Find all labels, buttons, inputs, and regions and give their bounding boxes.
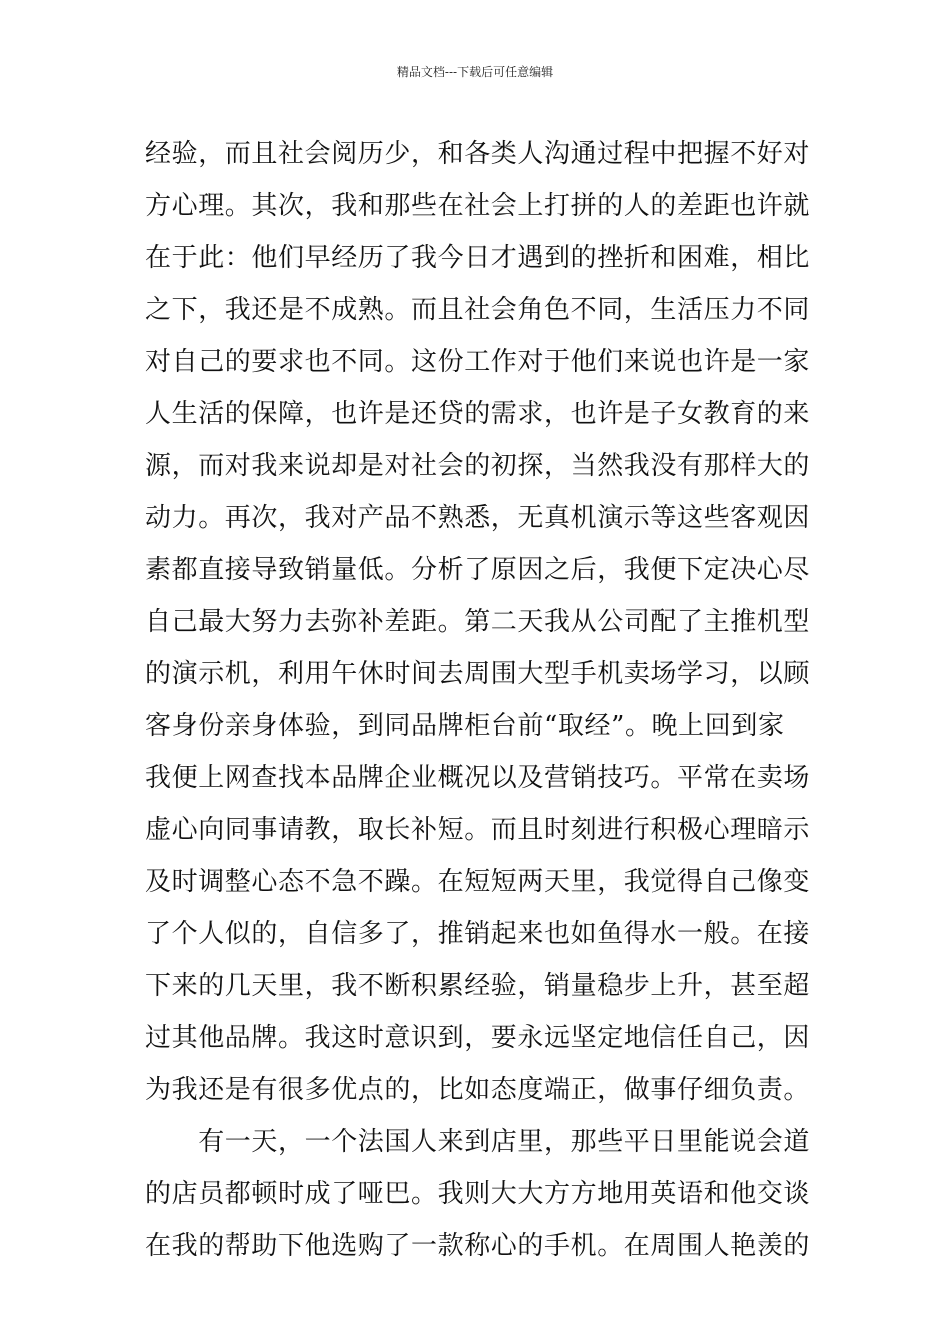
text-line: 在我的帮助下他选购了一款称心的手机。在周围人艳羡的 xyxy=(145,1231,811,1261)
text-line: 人生活的保障，也许是还贷的需求，也许是子女教育的来 xyxy=(145,399,811,429)
document-body xyxy=(145,128,810,1272)
text-line: 有一天，一个法国人来到店里，那些平日里能说会道 xyxy=(145,1127,811,1157)
text-line: 的演示机，利用午休时间去周围大型手机卖场学习，以顾 xyxy=(145,659,811,689)
text-line: 我便上网查找本品牌企业概况以及营销技巧。平常在卖场 xyxy=(145,763,811,793)
text-line: 及时调整心态不急不躁。在短短两天里，我觉得自己像变 xyxy=(145,867,811,897)
text-line: 源，而对我来说却是对社会的初探，当然我没有那样大的 xyxy=(145,451,811,481)
text-line: 之下，我还是不成熟。而且社会角色不同，生活压力不同 xyxy=(145,295,811,325)
page-header: 精品文档---下载后可任意编辑 xyxy=(396,65,554,79)
text-line: 方心理。其次，我和那些在社会上打拼的人的差距也许就 xyxy=(145,191,811,221)
text-line: 经验，而且社会阅历少，和各类人沟通过程中把握不好对 xyxy=(145,139,811,169)
text-line: 为我还是有很多优点的，比如态度端正，做事仔细负责。 xyxy=(145,1075,811,1105)
text-line: 了个人似的，自信多了，推销起来也如鱼得水一般。在接 xyxy=(145,919,811,949)
text-line: 过其他品牌。我这时意识到，要永远坚定地信任自己，因 xyxy=(145,1023,811,1053)
text-line: 的店员都顿时成了哑巴。我则大大方方地用英语和他交谈 xyxy=(145,1179,811,1209)
text-line: 客身份亲身体验，到同品牌柜台前“取经”。晚上回到家 xyxy=(145,711,785,741)
text-line: 下来的几天里，我不断积累经验，销量稳步上升，甚至超 xyxy=(145,971,811,1001)
text-line: 对自己的要求也不同。这份工作对于他们来说也许是一家 xyxy=(145,347,811,377)
text-line: 在于此：他们早经历了我今日才遇到的挫折和困难，相比 xyxy=(145,243,811,273)
text-line: 自己最大努力去弥补差距。第二天我从公司配了主推机型 xyxy=(145,607,811,637)
text-line: 素都直接导致销量低。分析了原因之后，我便下定决心尽 xyxy=(145,555,811,585)
text-line: 动力。再次，我对产品不熟悉，无真机演示等这些客观因 xyxy=(145,503,811,533)
text-line: 虚心向同事请教，取长补短。而且时刻进行积极心理暗示 xyxy=(145,815,811,845)
